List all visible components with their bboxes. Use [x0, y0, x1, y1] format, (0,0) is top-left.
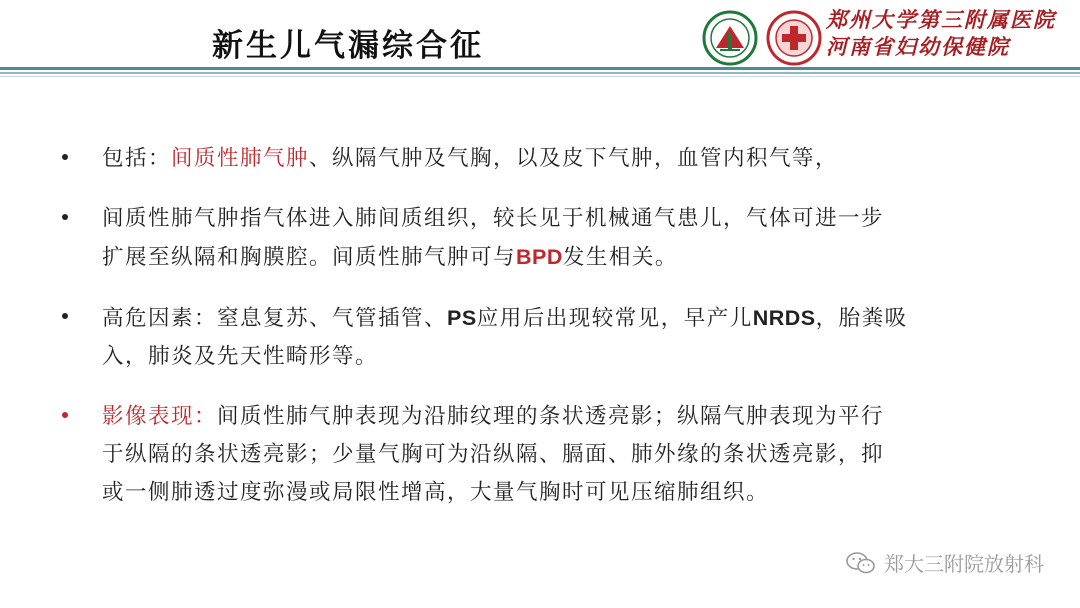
bullet-dot [62, 313, 68, 319]
bullet-item [60, 140, 1030, 178]
hospital-name [826, 6, 1076, 60]
bullet-line [102, 398, 1030, 436]
bullet-dot [62, 412, 68, 418]
bullet-text: 间质性肺气肿指气体进入肺间质组织，较长见于机械通气患儿，气体可进一步 [102, 206, 885, 231]
bullet-line [102, 474, 1030, 512]
highlight-text: 影像表现： [102, 404, 218, 429]
header-rule-secondary [0, 72, 1080, 74]
header-rule-tertiary [0, 76, 1080, 77]
bullet-text: 应用后出现较常见，早产儿 [476, 306, 753, 331]
bullet-item [60, 299, 1030, 376]
bullet-line [102, 238, 1030, 277]
bullet-text: 或一侧肺透过度弥漫或局限性增高，大量气胸时可见压缩肺组织。 [102, 480, 770, 505]
highlight-text: BPD [516, 245, 563, 269]
bullet-text: 包括： [102, 146, 172, 171]
bullet-text: 扩展至纵隔和胸膜腔。间质性肺气肿可与 [102, 245, 517, 270]
zhengzhou-university-logo [702, 10, 758, 66]
bullet-dot [62, 154, 68, 160]
bullet-text: 、纵隔气肿及气胸，以及皮下气肿，血管内积气等， [309, 146, 839, 171]
watermark-text: 郑大三附院放射科 [884, 552, 1044, 576]
bullet-dot [62, 214, 68, 220]
slide-title: 新生儿气漏综合征 [212, 28, 484, 64]
bullet-text: NRDS [752, 306, 816, 330]
bullet-item [60, 398, 1030, 512]
hospital-name-line1: 郑州大学第三附属医院 [826, 7, 1056, 32]
bullet-text: 发生相关。 [562, 245, 678, 270]
bullet-line [102, 299, 1030, 338]
highlight-text: 间质性肺气肿 [171, 146, 310, 171]
bullet-line [102, 338, 1030, 376]
header-rule [0, 67, 1080, 70]
hospital-name-line2: 河南省妇幼保健院 [826, 34, 1010, 59]
bullet-text: ，胎粪吸 [815, 306, 908, 331]
bullet-text: 高危因素：窒息复苏、气管插管、 [102, 306, 448, 331]
bullet-text: 于纵隔的条状透亮影；少量气胸可为沿纵隔、膈面、肺外缘的条状透亮影，抑 [102, 442, 885, 467]
bullet-line [102, 140, 1030, 178]
bullet-line [102, 436, 1030, 474]
bullet-text: 间质性肺气肿表现为沿肺纹理的条状透亮影；纵隔气肿表现为平行 [217, 404, 885, 429]
wechat-icon [846, 551, 876, 575]
bullet-line [102, 200, 1030, 238]
watermark [846, 548, 1044, 577]
bullet-item [60, 200, 1030, 277]
bullet-list [60, 140, 1030, 534]
bullet-text: 入，肺炎及先天性畸形等。 [102, 344, 379, 369]
hospital-logo [766, 10, 822, 66]
bullet-text: PS [447, 306, 477, 330]
